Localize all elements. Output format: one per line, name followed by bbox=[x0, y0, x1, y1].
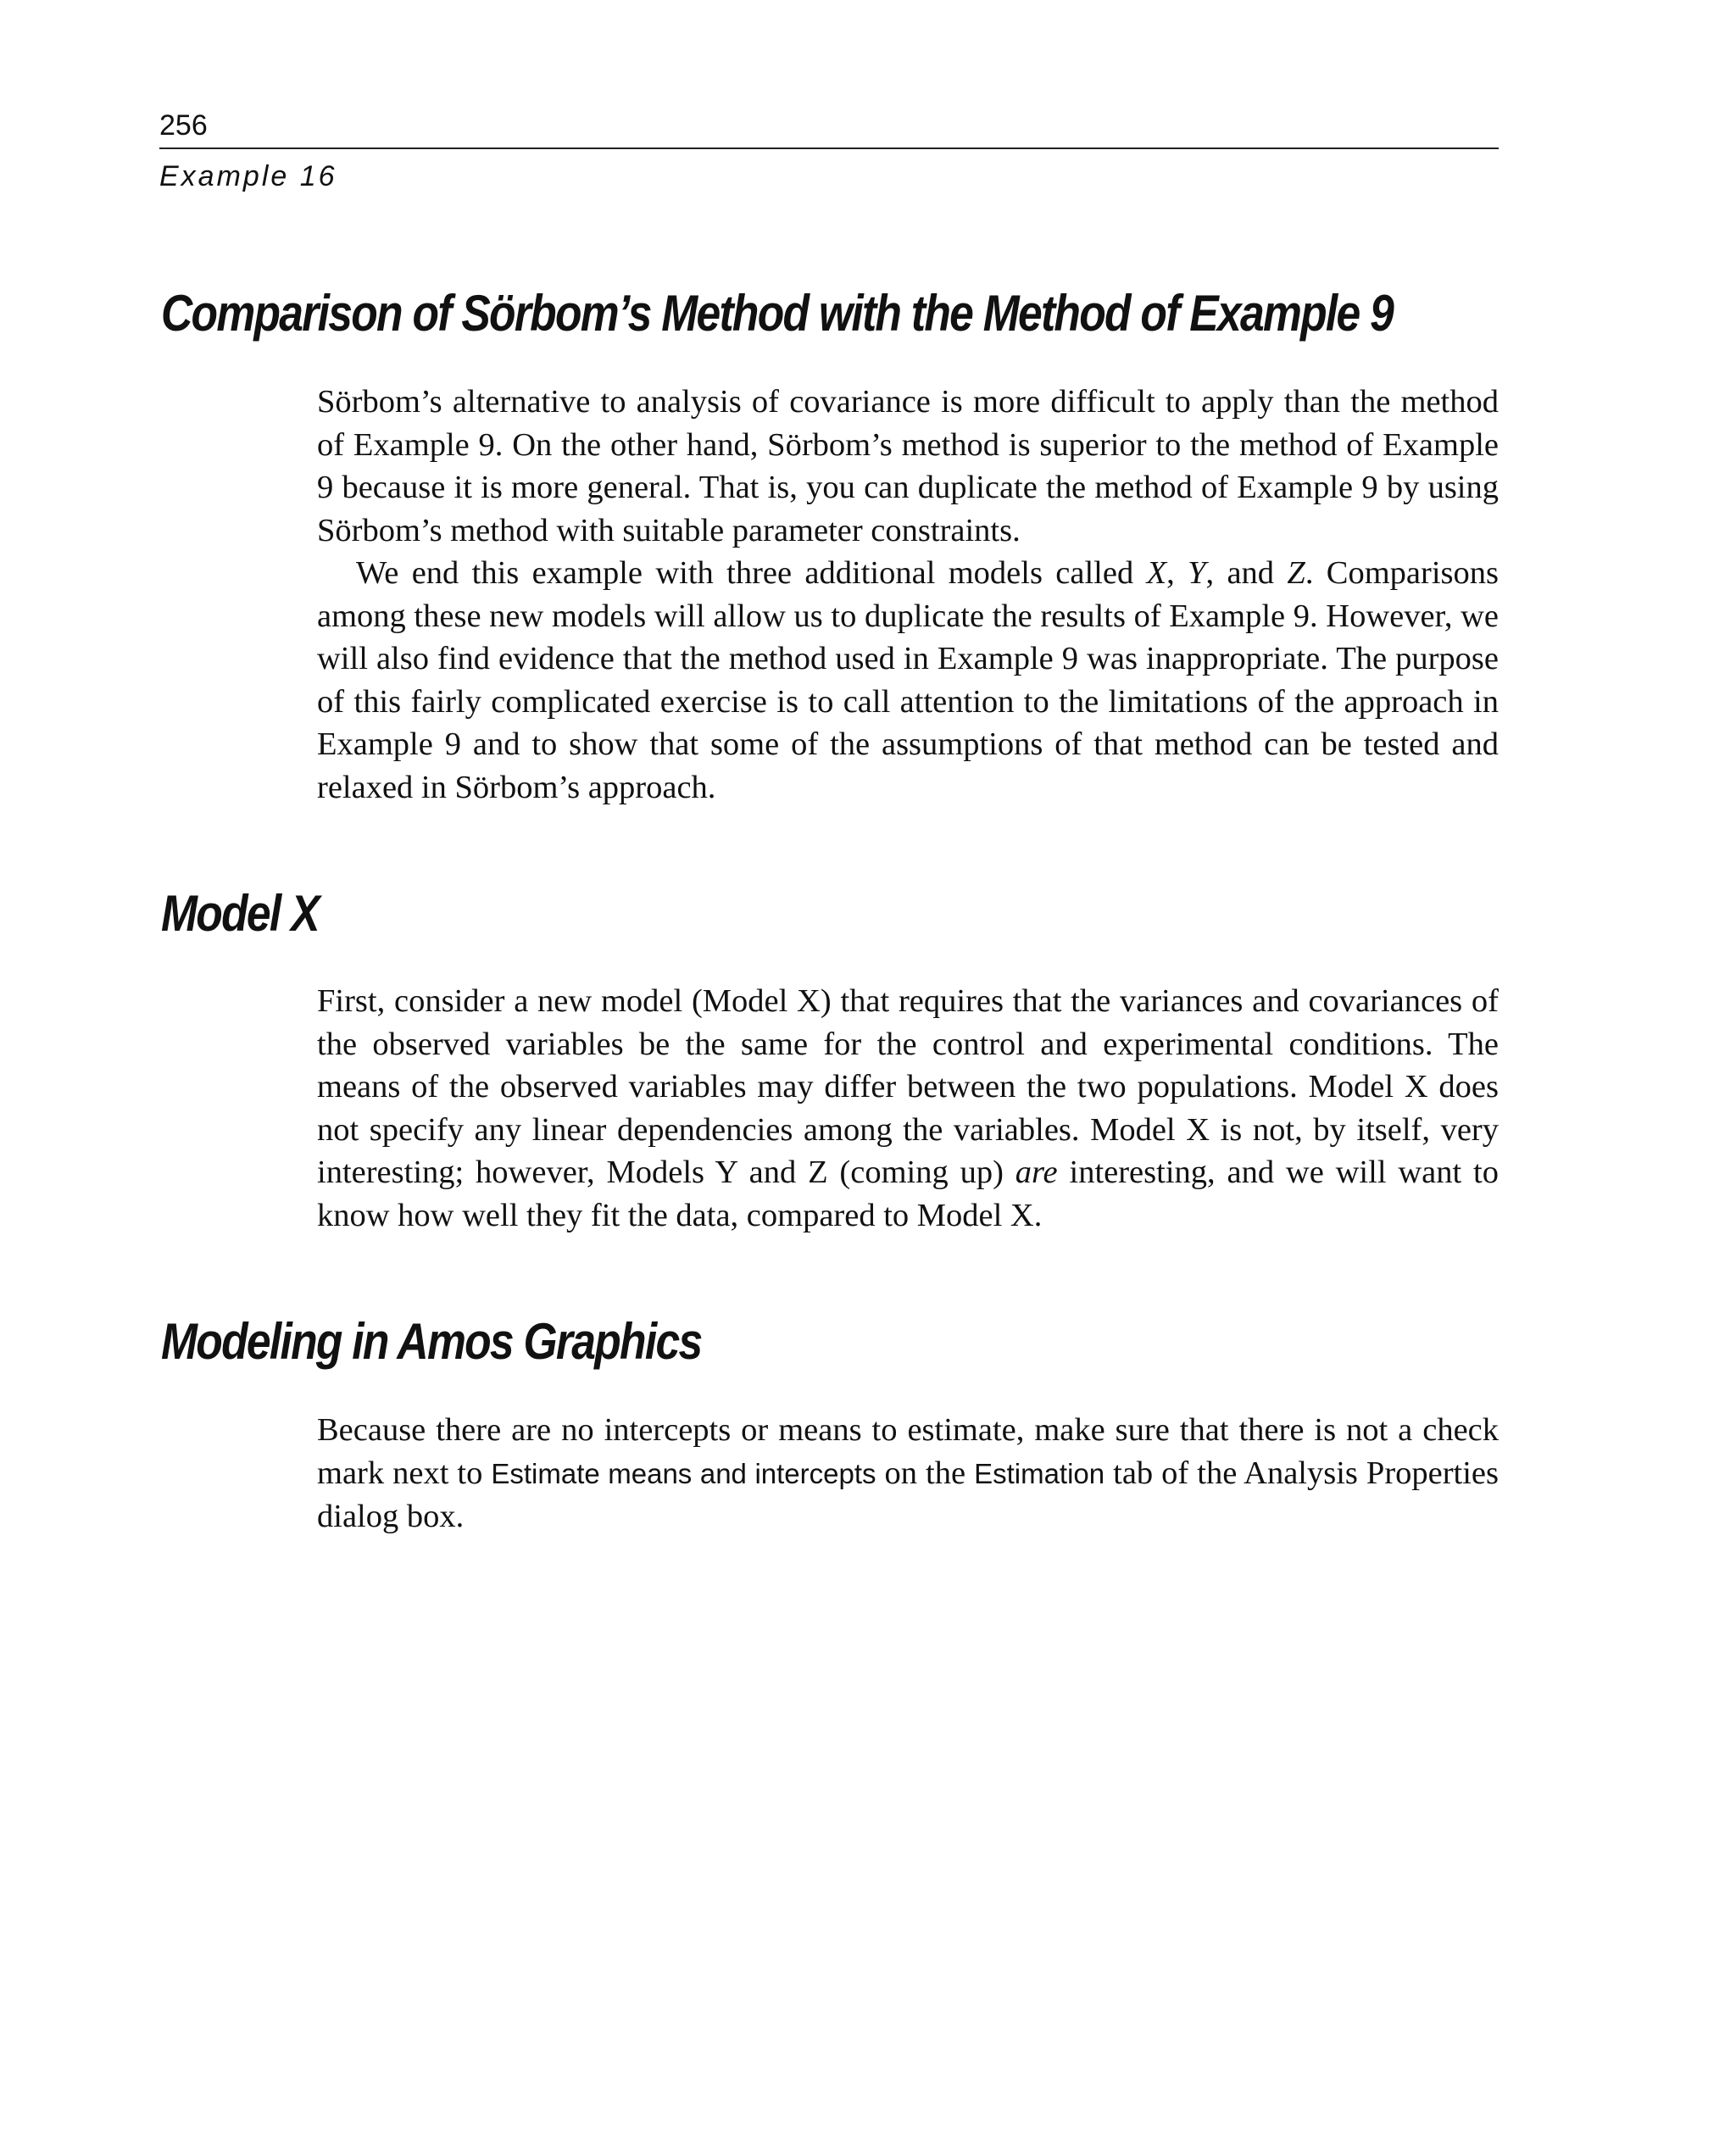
variable-x: X bbox=[1146, 555, 1167, 591]
section-model-x-body bbox=[317, 980, 1499, 1237]
paragraph: We end this example with three additional models called X, Y, and Z. Comparisons among these new models will allow us to duplicate the results of Example 9. However, we will also find evidence that the method used in Example 9 was inappropriate. The purpose of this fairly complicated exercise is to call attention to the limitations of the approach in Example 9 and to show that some of the assumptions of that method can be tested and relaxed in Sörbom’s approach. bbox=[317, 555, 1499, 805]
variable-y: Y bbox=[1188, 555, 1206, 591]
paragraph: First, consider a new model (Model X) that requires that the variances and covariances of the observed variables be the same for the control and experimental conditions. The means of the observed variables may differ between the two populations. Model X does not specify any linear dependencies among the variables. Model X is not, by itself, very interesting; however, Models Y and Z (coming up) are interesting, and we will want to know how well they fit the data, compared to Model X. bbox=[317, 983, 1499, 1233]
emphasis: are bbox=[1015, 1155, 1058, 1190]
running-head bbox=[159, 108, 1499, 193]
paragraph: Because there are no intercepts or means to estimate, make sure that there is not a check mark next to Estimate means and intercepts on the Estimation tab of the Analysis Properties dialog box. bbox=[317, 1412, 1500, 1534]
ui-option-estimate-means: Estimate means and intercepts bbox=[491, 1457, 876, 1489]
section-comparison-body bbox=[317, 381, 1499, 809]
section-heading-modeling-amos-graphics: Modeling in Amos Graphics bbox=[161, 1313, 702, 1370]
section-modeling-body bbox=[317, 1409, 1499, 1538]
chapter-label: Example 16 bbox=[159, 160, 337, 192]
paragraph: Sörbom’s alternative to analysis of covariance is more difficult to apply than the method of Example 9. On the other hand, Sörbom’s method is superior to the method of Example 9 because it is more general. That is, you can duplicate the method of Example 9 by using Sörbom’s method with suitable parameter constraints. bbox=[317, 384, 1499, 548]
ui-tab-estimation: Estimation bbox=[974, 1457, 1105, 1489]
variable-z: Z bbox=[1287, 555, 1305, 591]
page-number: 256 bbox=[159, 108, 1499, 149]
section-heading-comparison: Comparison of Sörbom’s Method with the Method of Example 9 bbox=[161, 285, 1394, 342]
section-heading-model-x: Model X bbox=[161, 885, 319, 942]
